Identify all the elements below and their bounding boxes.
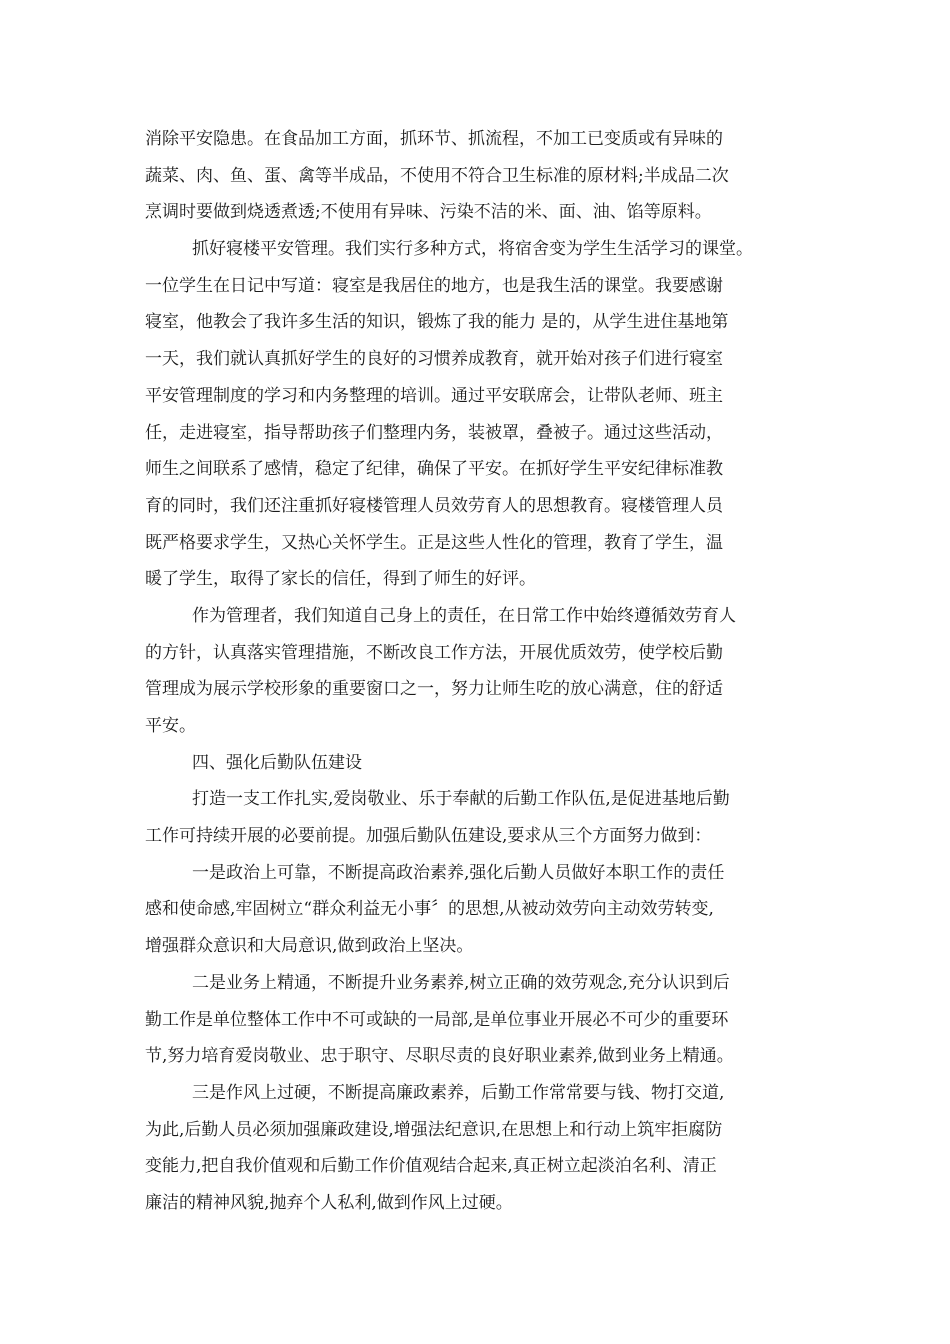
text-line: 变能力,把自我价值观和后勤工作价值观结合起来,真正树立起淡泊名利、清正 xyxy=(145,1156,717,1177)
text-line: 廉洁的精神风貌,抛弃个人私利,做到作风上过硬。 xyxy=(145,1192,513,1213)
text-line: 节,努力培育爱岗敬业、忠于职守、尽职尽责的良好职业素养,做到业务上精通。 xyxy=(145,1046,734,1067)
text-line: 暖了学生，取得了家长的信任，得到了师生的好评。 xyxy=(145,569,536,590)
text-line: 感和使命感,牢固树立“群众利益无小事〞的思想,从被动效劳向主动效劳转变, xyxy=(145,899,714,920)
text-line: 管理成为展示学校形象的重要窗口之一，努力让师生吃的放心满意，住的舒适 xyxy=(145,679,723,700)
text-line: 消除平安隐患。在食品加工方面，抓环节、抓流程，不加工已变质或有异味的 xyxy=(145,129,723,149)
text-line: 寝室，他教会了我许多生活的知识，锻炼了我的能力 是的，从学生进住基地第 xyxy=(145,312,729,333)
text-line: 为此,后勤人员必须加强廉政建设,增强法纪意识,在思想上和行动上筑牢拒腐防 xyxy=(145,1119,723,1140)
text-line: 既严格要求学生，又热心关怀学生。正是这些人性化的管理，教育了学生，温 xyxy=(145,532,723,553)
text-line: 蔬菜、肉、鱼、蛋、禽等半成品，不使用不符合卫生标准的原材料;半成品二次 xyxy=(145,165,729,186)
text-line: 一位学生在日记中写道：寝室是我居住的地方，也是我生活的课堂。我要感谢 xyxy=(145,275,723,296)
text-line: 一是政治上可靠，不断提高政治素养,强化后勤人员做好本职工作的责任 xyxy=(192,862,725,883)
text-line: 任，走进寝室，指导帮助孩子们整理内务，装被罩，叠被子。通过这些活动， xyxy=(145,422,723,443)
text-line: 抓好寝楼平安管理。我们实行多种方式，将宿舍变为学生生活学习的课堂。 xyxy=(192,239,753,260)
text-line: 平安管理制度的学习和内务整理的培训。通过平安联席会，让带队老师、班主 xyxy=(145,385,723,406)
text-line: 育的同时，我们还注重抓好寝楼管理人员效劳育人的思想教育。寝楼管理人员 xyxy=(145,495,723,516)
text-line: 三是作风上过硬，不断提高廉政素养，后勤工作常常要与钱、物打交道, xyxy=(192,1082,725,1103)
text-line: 作为管理者，我们知道自己身上的责任，在日常工作中始终遵循效劳育人 xyxy=(192,605,736,626)
text-line: 增强群众意识和大局意识,做到政治上坚决。 xyxy=(145,936,474,957)
text-line: 二是业务上精通，不断提升业务素养,树立正确的效劳观念,充分认识到后 xyxy=(192,972,730,993)
text-line: 一天，我们就认真抓好学生的良好的习惯养成教育，就开始对孩子们进行寝室 xyxy=(145,349,723,370)
text-line: 烹调时要做到烧透煮透;不使用有异味、污染不洁的米、面、油、馅等原料。 xyxy=(145,202,712,223)
document-body xyxy=(145,121,810,1222)
text-line: 师生之间联系了感情，稳定了纪律，确保了平安。在抓好学生平安纪律标准教 xyxy=(145,459,723,480)
text-line: 四、强化后勤队伍建设 xyxy=(192,752,362,773)
text-line: 的方针，认真落实管理措施，不断改良工作方法，开展优质效劳，使学校后勤 xyxy=(145,642,723,663)
text-line: 勤工作是单位整体工作中不可或缺的一局部,是单位事业开展必不可少的重要环 xyxy=(145,1009,729,1030)
text-line: 打造一支工作扎实,爱岗敬业、乐于奉献的后勤工作队伍,是促进基地后勤 xyxy=(192,789,730,810)
text-line: 工作可持续开展的必要前提。加强后勤队伍建设,要求从三个方面努力做到： xyxy=(145,826,712,847)
text-line: 平安。 xyxy=(145,716,196,736)
